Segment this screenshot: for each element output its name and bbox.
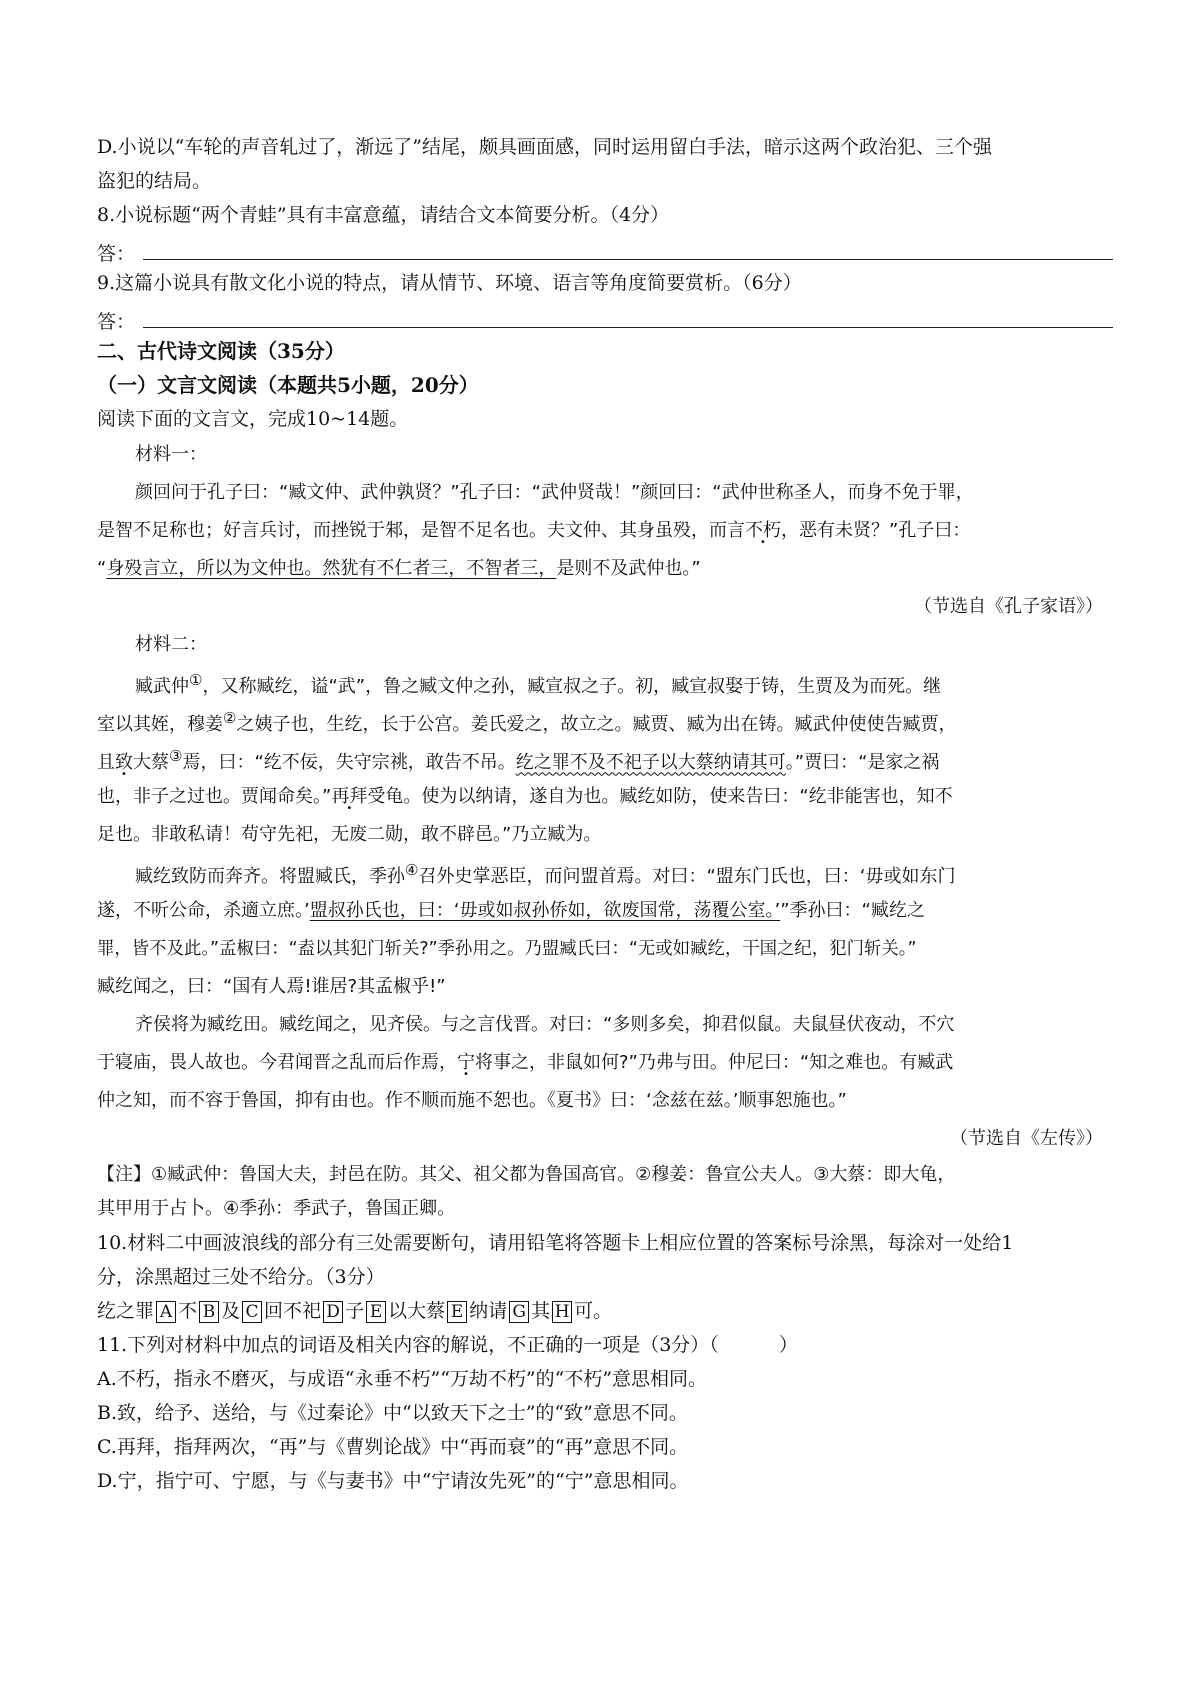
question-9-text: 9.这篇小说具有散文化小说的特点，请从情节、环境、语言等角度简要赏析。（6分） xyxy=(97,272,802,294)
subsection-title: （一）文言文阅读（本题共5小题，20分） xyxy=(97,373,479,397)
question-11-option-d[interactable] xyxy=(97,1464,1113,1498)
section-2-heading xyxy=(97,334,1113,368)
footnote-text: 其甲用于占卜。④季孙：季武子，鲁国正卿。 xyxy=(97,1198,456,1219)
text-segment: ，恶有未贤？”孔子曰： xyxy=(781,520,971,541)
material-2-line3 xyxy=(97,740,1113,778)
text-segment: ”季孙曰：“臧纥之 xyxy=(780,900,925,921)
answer-line-9[interactable] xyxy=(97,300,1113,334)
question-10-options xyxy=(97,1294,1113,1328)
text-segment: 臧武仲 xyxy=(135,675,189,697)
passage-text: 齐侯将为臧纥田。臧纥闻之，见齐侯。与之言伐晋。对曰：“多则多矣，抑君似鼠。夫鼠昼伏夜动，不穴 xyxy=(135,1014,955,1035)
question-11-text xyxy=(97,1333,798,1357)
material-1-line3 xyxy=(97,550,1113,588)
material-1-line2 xyxy=(97,512,1113,550)
wavy-underlined-sentence: 纥之罪不及不祀子以大蔡纳请其可 xyxy=(515,751,786,773)
question-10 xyxy=(97,1226,1113,1260)
question-10-text: 分，涂黑超过三处不给分。（3分） xyxy=(97,1266,385,1288)
segment-text: 其 xyxy=(531,1300,551,1322)
answer-box-g[interactable]: G xyxy=(509,1301,529,1323)
reading-intro xyxy=(97,402,1113,436)
option-d-text-cont: 盗犯的结局。 xyxy=(97,170,212,192)
question-9 xyxy=(97,266,1113,300)
text-segment: 11.下列对材料中加点的词语及相关内容的解说，不正确的一项是（3分）（ xyxy=(97,1334,719,1356)
material-2-label xyxy=(97,626,1113,664)
question-8-text: 8.小说标题“两个青蛙”具有丰富意蕴，请结合文本简要分析。（4分） xyxy=(97,204,670,226)
segmentation-line xyxy=(97,1299,612,1323)
footnote-marker: ③ xyxy=(169,746,183,765)
passage-text: 罪，皆不及此。”孟椒曰：“盍以其犯门斩关?”季孙用之。乃盟臧氏曰：“无或如臧纥，干国之纪，犯门斩关。” xyxy=(97,939,917,959)
text-segment: 将事之，非鼠如何?”乃弗与田。仲尼曰：“知之难也。有臧武 xyxy=(475,1052,954,1073)
text-segment: 室以其姪，穆姜 xyxy=(97,713,223,735)
text-segment: 是则不及武仲也。” xyxy=(556,558,701,579)
answer-box-b[interactable]: B xyxy=(199,1301,219,1323)
source-2 xyxy=(97,1120,1113,1158)
text-segment: 也，非子之过也。贾闻命矣。” xyxy=(97,786,332,807)
answer-box-d[interactable]: D xyxy=(323,1301,343,1323)
question-11-option-a[interactable] xyxy=(97,1362,1113,1396)
option-d-line2 xyxy=(97,164,1113,198)
source-citation: （节选自《孔子家语》） xyxy=(914,596,1103,617)
material-label: 材料一： xyxy=(135,444,207,465)
text-segment: 之姨子也，生纥，长于公宫。姜氏爱之，故立之。臧贾、臧为出在铸。臧武仲使使告臧贾， xyxy=(236,713,957,735)
passage-text xyxy=(97,557,701,581)
question-11-option-b[interactable] xyxy=(97,1396,1113,1430)
material-label: 材料二： xyxy=(135,634,207,655)
dotted-word: 再拜 xyxy=(331,786,368,807)
question-10-cont xyxy=(97,1260,1113,1294)
question-10-text: 10.材料二中画波浪线的部分有三处需要断句，请用铅笔将答题卡上相应位置的答案标号涂黑，每涂对一处给1 xyxy=(97,1232,1014,1254)
segment-text: 子 xyxy=(345,1300,365,1322)
material-2-line4 xyxy=(97,778,1113,816)
question-11 xyxy=(97,1328,1113,1362)
text-segment: 大蔡 xyxy=(133,751,169,773)
option-d-line1 xyxy=(97,130,1113,164)
text-segment: 焉，曰：“纥不佞，失守宗祧，敢告不吊。 xyxy=(182,751,516,773)
answer-box-e2[interactable]: E xyxy=(447,1301,467,1323)
answer-box-c[interactable]: C xyxy=(242,1301,262,1323)
answer-box-h[interactable]: H xyxy=(552,1301,572,1323)
text-segment: 是智不足称也；好言兵讨，而挫锐于邾，是智不足名也。夫文仲、其身虽殁，而言 xyxy=(97,520,745,541)
option-b-text: B.致，给予、送给，与《过秦论》中“以致天下之士”的“致”意思不同。 xyxy=(97,1402,688,1424)
option-c-text: C.再拜，指拜两次，“再”与《曹刿论战》中“再而衰”的“再”意思不同。 xyxy=(97,1436,689,1458)
question-11-option-c[interactable] xyxy=(97,1430,1113,1464)
section-title: 二、古代诗文阅读（35分） xyxy=(97,339,345,363)
passage-text: 臧纥闻之，曰：“国有人焉!谁居?其孟椒乎!” xyxy=(97,976,446,997)
answer-label: 答： xyxy=(97,311,136,333)
text-segment: 遂，不听公命，杀適立庶。’ xyxy=(97,900,310,921)
option-d-text: D.小说以“车轮的声音轧过了，渐远了”结尾，颇具画面感，同时运用留白手法，暗示这两个政治犯、三个强 xyxy=(97,136,993,158)
material-2-line11 xyxy=(97,1044,1113,1082)
material-2-line12 xyxy=(97,1082,1113,1120)
underlined-sentence: 身殁言立，所以为文仲也。然犹有不仁者三，不智者三， xyxy=(106,558,557,579)
option-d-text: D.宁，指宁可、宁愿，与《与妻书》中“宁请汝先死”的“宁”意思相同。 xyxy=(97,1470,689,1492)
source-1 xyxy=(97,588,1113,626)
footnote-text: 【注】①臧武仲：鲁国大夫，封邑在防。其父、祖父都为鲁国高官。②穆姜：鲁宣公夫人。③大蔡：即大龟， xyxy=(97,1164,956,1185)
text-segment: “ xyxy=(97,558,107,579)
dotted-word: 不朽 xyxy=(745,520,781,541)
text-segment: 受龟。使为以纳请，遂自为也。臧纥如防，使来告曰：“纥非能害也，知不 xyxy=(367,786,953,807)
segment-text: 纳请 xyxy=(469,1300,508,1322)
material-1-label xyxy=(97,436,1113,474)
text-segment: 。”贾曰：“是家之祸 xyxy=(785,751,940,773)
passage-text: 颜回问于孔子曰：“臧文仲、武仲孰贤？”孔子曰：“武仲贤哉！”颜回曰：“武仲世称圣人，而身不免于罪， xyxy=(135,482,974,503)
material-2-line2 xyxy=(97,702,1113,740)
answer-line-8[interactable] xyxy=(97,232,1113,266)
footnote-marker: ② xyxy=(223,708,237,727)
text-segment: 臧纥致防而奔齐。将盟臧氏，季孙 xyxy=(135,865,405,887)
segment-text: 可。 xyxy=(574,1300,613,1322)
material-2-line5 xyxy=(97,816,1113,854)
footnote-marker: ① xyxy=(189,670,203,689)
dotted-word: 宁 xyxy=(457,1052,475,1073)
passage-text: 足也。非敢私请！苟守先祀，无废二勋，敢不辟邑。”乃立臧为。 xyxy=(97,824,602,845)
material-2-line6 xyxy=(97,854,1113,892)
notes-line1 xyxy=(97,1158,1113,1192)
footnote-marker: ④ xyxy=(405,860,419,879)
text-segment: ，又称臧纥，谥“武”，鲁之臧文仲之孙，臧宣叔之子。初，臧宣叔娶于铸，生贾及为而死。继 xyxy=(202,675,942,697)
answer-box-e[interactable]: E xyxy=(366,1301,386,1323)
underlined-sentence: 盟叔孙氏也，曰：‘毋或如叔孙侨如，欲废国常，荡覆公室。’ xyxy=(309,900,781,921)
material-2-line1 xyxy=(97,664,1113,702)
page-content xyxy=(97,130,1113,1498)
passage-text xyxy=(97,519,970,543)
source-citation: （节选自《左传》） xyxy=(950,1128,1103,1149)
answer-rule[interactable] xyxy=(143,258,1113,260)
segment-text: 回不祀 xyxy=(264,1300,322,1322)
material-2-line7 xyxy=(97,892,1113,930)
section-2-1-heading xyxy=(97,368,1113,402)
segment-text: 不 xyxy=(178,1300,198,1322)
answer-rule[interactable] xyxy=(143,326,1113,328)
intro-text: 阅读下面的文言文，完成10~14题。 xyxy=(97,408,409,430)
dotted-word: 致 xyxy=(115,751,133,773)
text-segment: 且 xyxy=(97,751,115,773)
text-segment: 于寝庙，畏人故也。今君闻晋之乱而后作焉， xyxy=(97,1052,457,1073)
material-2-line8 xyxy=(97,930,1113,968)
notes-line2 xyxy=(97,1192,1113,1226)
segment-text: 及 xyxy=(221,1300,241,1322)
material-2-line10 xyxy=(97,1006,1113,1044)
question-8 xyxy=(97,198,1113,232)
material-1-para xyxy=(97,474,1113,512)
text-segment: ） xyxy=(778,1334,798,1356)
option-a-text: A.不朽，指永不磨灭，与成语“永垂不朽”“万劫不朽”的“不朽”意思相同。 xyxy=(97,1368,708,1390)
answer-box-a[interactable]: A xyxy=(156,1301,176,1323)
segment-text: 纥之罪 xyxy=(97,1300,155,1322)
material-2-line9 xyxy=(97,968,1113,1006)
passage-text: 仲之知，而不容于鲁国，抑有由也。作不顺而施不恕也。《夏书》曰：‘念兹在兹。’顺事恕施也。” xyxy=(97,1090,847,1111)
text-segment: 召外史掌恶臣，而问盟首焉。对曰：“盟东门氏也，曰：‘毋或如东门 xyxy=(418,865,956,887)
segment-text: 以大蔡 xyxy=(388,1300,446,1322)
answer-label: 答： xyxy=(97,243,136,265)
